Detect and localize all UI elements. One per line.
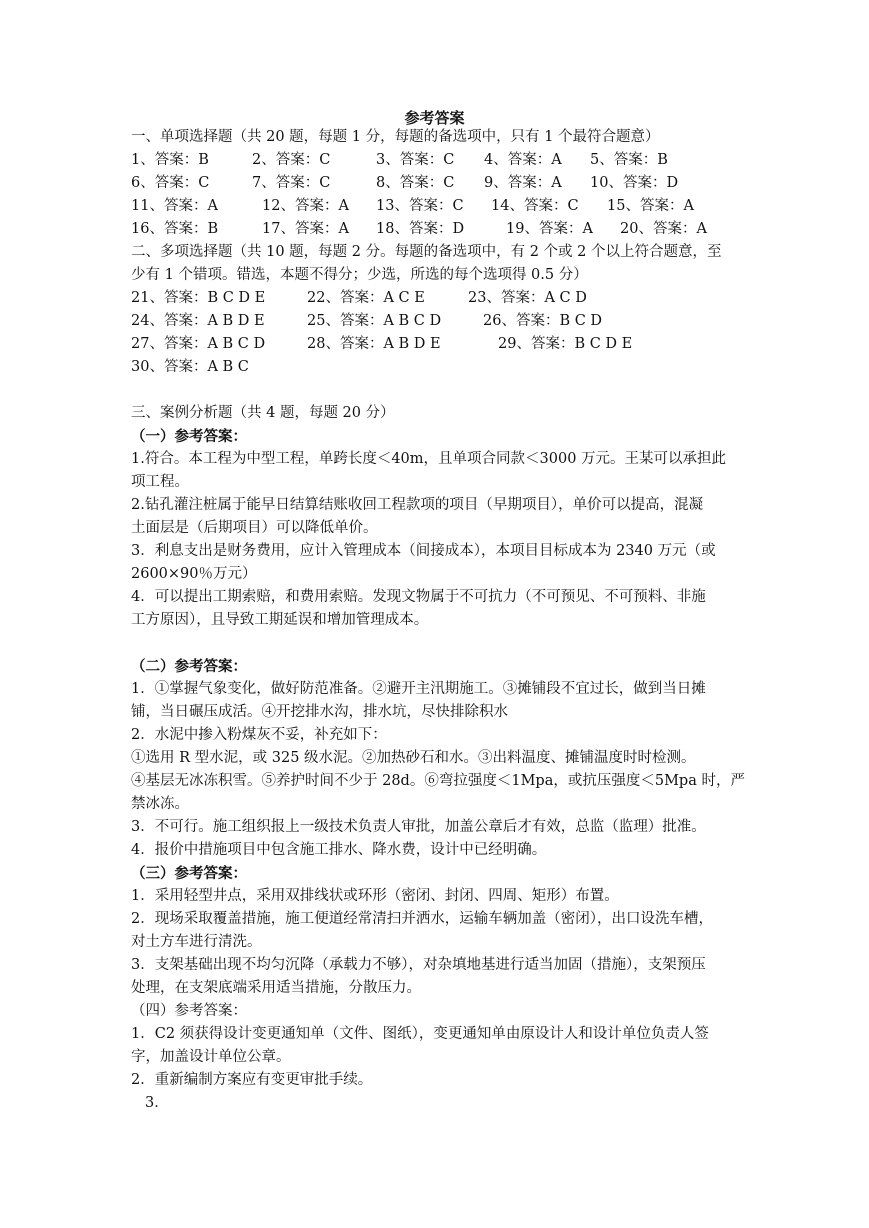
case1-line: 项工程。	[131, 474, 189, 490]
case1-line: 工方原因），且导致工期延误和增加管理成本。	[131, 612, 429, 628]
answer-item: 2、答案：C	[252, 152, 331, 168]
case1-line: 2600×90％万元）	[131, 566, 257, 582]
section2-header-cont: 少有 1 个错项。错选，本题不得分；少选，所选的每个选项得 0.5 分）	[131, 267, 588, 283]
case2-line: 铺，当日碾压成活。④开挖排水沟，排水坑，尽快排除积水	[131, 704, 508, 720]
answer-item: 24、答案：A B D E	[131, 313, 265, 329]
answer-row	[131, 218, 746, 241]
answer-row	[131, 333, 746, 356]
answer-item: 5、答案：B	[590, 152, 668, 168]
answer-item: 12、答案：A	[262, 198, 349, 214]
answer-item: 19、答案：A	[506, 221, 593, 237]
answer-row	[131, 149, 746, 172]
answer-item: 28、答案：A B D E	[307, 336, 441, 352]
answer-item: 10、答案：D	[590, 175, 679, 191]
case2-line: 2．水泥中掺入粉煤灰不妥，补充如下：	[131, 727, 387, 743]
case2-line: 禁冰冻。	[131, 796, 189, 812]
answer-item: 7、答案：C	[252, 175, 331, 191]
answer-item: 11、答案：A	[131, 198, 218, 214]
case3-line: 对土方车进行清洗。	[131, 934, 262, 950]
document-title: 参考答案	[404, 109, 465, 127]
answer-item: 17、答案：A	[262, 221, 349, 237]
answer-item: 14、答案：C	[491, 198, 579, 214]
answer-item: 16、答案：B	[131, 221, 219, 237]
answer-item: 6、答案：C	[131, 175, 210, 191]
case4-line: 1．C2 须获得设计变更通知单（文件、图纸），变更通知单由原设计人和设计单位负责人签	[131, 1026, 709, 1042]
answer-item: 15、答案：A	[607, 198, 694, 214]
answer-row	[131, 310, 746, 333]
case1-heading: （一）参考答案：	[131, 428, 247, 445]
answer-item: 26、答案：B C D	[483, 313, 603, 329]
answer-row	[131, 195, 746, 218]
answer-item: 29、答案：B C D E	[498, 336, 633, 352]
answer-item: 30、答案：A B C	[131, 359, 249, 375]
case3-heading: （三）参考答案：	[131, 865, 247, 882]
case4-line: 2．重新编制方案应有变更审批手续。	[131, 1072, 373, 1088]
answer-item: 25、答案：A B C D	[307, 313, 442, 329]
section3-header: 三、案例分析题（共 4 题，每题 20 分）	[131, 405, 395, 421]
case3-line: 1．采用轻型井点，采用双排线状或环形（密闭、封闭、四周、矩形）布置。	[131, 888, 619, 904]
case2-line: 3．不可行。施工组织报上一级技术负责人审批，加盖公章后才有效，总监（监理）批准。	[131, 819, 706, 835]
answer-item: 8、答案：C	[376, 175, 455, 191]
case1-line: 4．可以提出工期索赔，和费用索赔。发现文物属于不可抗力（不可预见、不可预料、非施	[131, 589, 706, 605]
case3-line: 2．现场采取覆盖措施，施工便道经常清扫并洒水，运输车辆加盖（密闭），出口设洗车槽，	[131, 911, 713, 927]
case1-line: 3．利息支出是财务费用，应计入管理成本（间接成本），本项目目标成本为 2340 万元（或	[131, 543, 716, 559]
answer-row	[131, 287, 746, 310]
section1-header: 一、单项选择题（共 20 题，每题 1 分，每题的备选项中，只有 1 个最符合题意）	[131, 129, 660, 145]
section2-header: 二、多项选择题（共 10 题，每题 2 分。每题的备选项中，有 2 个或 2 个以上符合题意，至	[131, 244, 722, 260]
case2-line: ①选用 R 型水泥，或 325 级水泥。②加热砂石和水。③出料温度、摊铺温度时时检测。	[131, 750, 696, 766]
case1-line: 土面层是（后期项目）可以降低单价。	[131, 520, 378, 536]
answer-item: 27、答案：A B C D	[131, 336, 266, 352]
answer-item: 23、答案：A C D	[468, 290, 587, 306]
case2-line: ④基层无冰冻积雪。⑤养护时间不少于 28d。⑥弯拉强度＜1Mpa，或抗压强度＜5Mpa 时，严	[131, 773, 745, 789]
case3-line: 处理，在支架底端采用适当措施，分散压力。	[131, 980, 421, 996]
case1-line: 1.符合。本工程为中型工程，单跨长度＜40m，且单项合同款＜3000 万元。王某可以承担此	[131, 451, 727, 467]
case4-heading: （四）参考答案：	[131, 1003, 247, 1019]
case2-line: 4．报价中措施项目中包含施工排水、降水费，设计中已经明确。	[131, 842, 547, 858]
case2-heading: （二）参考答案：	[131, 658, 247, 675]
answer-item: 20、答案：A	[620, 221, 707, 237]
answer-row	[131, 356, 746, 379]
answer-item: 13、答案：C	[376, 198, 464, 214]
answer-row	[131, 172, 746, 195]
answer-item: 21、答案：B C D E	[131, 290, 266, 306]
answer-item: 3、答案：C	[376, 152, 455, 168]
answer-item: 4、答案：A	[484, 152, 562, 168]
answer-item: 1、答案：B	[131, 152, 209, 168]
answer-item: 9、答案：A	[484, 175, 562, 191]
case1-line: 2.钻孔灌注桩属于能早日结算结账收回工程款项的项目（早期项目），单价可以提高，混凝	[131, 497, 704, 513]
case4-line: 3．	[145, 1095, 169, 1111]
case2-line: 1．①掌握气象变化，做好防范准备。②避开主汛期施工。③摊铺段不宜过长，做到当日摊	[131, 681, 706, 697]
answer-item: 22、答案：A C E	[307, 290, 425, 306]
case3-line: 3．支架基础出现不均匀沉降（承载力不够），对杂填地基进行适当加固（措施），支架预压	[131, 957, 706, 973]
case4-line: 字，加盖设计单位公章。	[131, 1049, 291, 1065]
answer-item: 18、答案：D	[376, 221, 465, 237]
